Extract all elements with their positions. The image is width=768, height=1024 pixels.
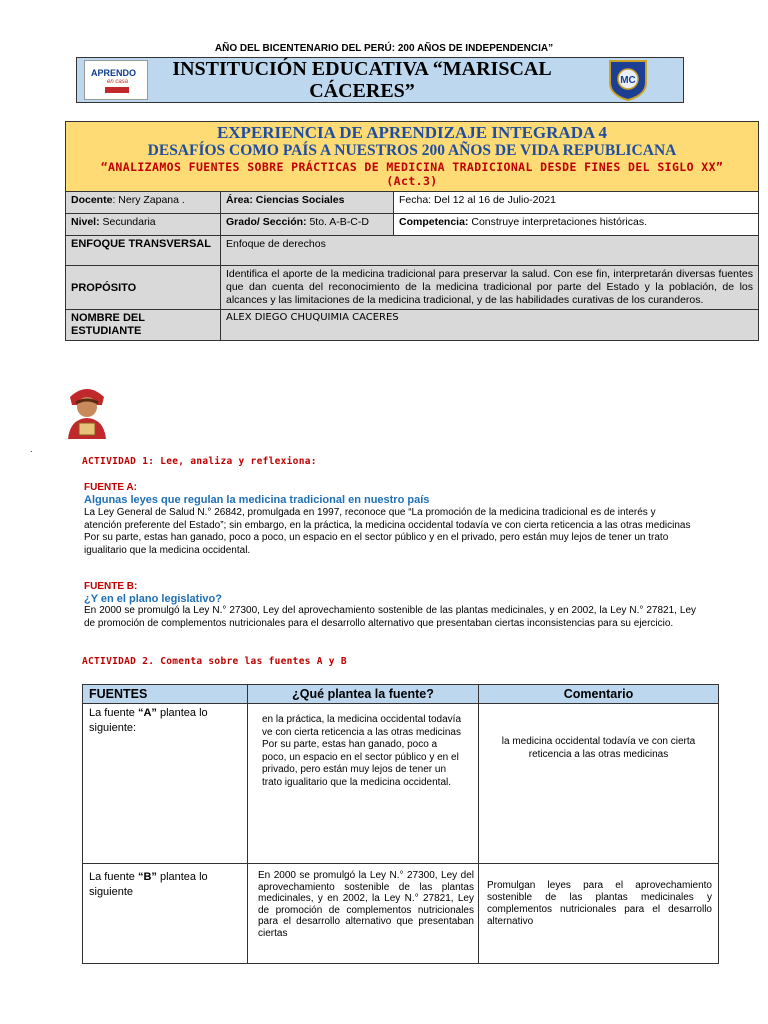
aprendo-en-casa-logo xyxy=(84,60,148,100)
row-a-comentario[interactable]: la medicina occidental todavía ve con cierta reticencia a las otras medicinas xyxy=(479,704,719,864)
proposito-value: Identifica el aporte de la medicina tradicional para preservar la salud. Con ese fin, interpretarán diversas fuentes que dan cuenta del reconocimiento de la medicina tradicional por parte del Estado y la población, de los alcances y las limitaciones de la medicina tradicional, y de las habilidades curativas de los curanderos. xyxy=(221,266,759,310)
logo-flag xyxy=(105,87,129,93)
student-avatar-icon xyxy=(62,383,112,440)
experience-subtitle: DESAFÍOS COMO PAÍS A NUESTROS 200 AÑOS DE VIDA REPUBLICANA xyxy=(147,142,677,159)
enfoque-value: Enfoque de derechos xyxy=(221,236,759,266)
nivel-label: Nivel: xyxy=(71,216,100,228)
nivel-cell xyxy=(66,214,221,236)
fuente-b-subtitle: ¿Y en el plano legislativo? xyxy=(84,593,222,605)
sources-comment-table xyxy=(82,684,719,964)
row-a-plantea[interactable]: en la práctica, la medicina occidental todavía ve con cierta reticencia a las otras medicinas Por su parte, estas han ganado, poco a poco, un espacio en el sector público y en el privado, pero están muy lejos de tener un trato igualitario que la medicina occidental. xyxy=(248,704,479,864)
docente-cell xyxy=(66,192,221,214)
crest-letters: MC xyxy=(620,75,636,86)
header-comentario: Comentario xyxy=(479,685,719,704)
estudiante-label: NOMBRE DEL ESTUDIANTE xyxy=(66,310,221,341)
row-b-plantea[interactable]: En 2000 se promulgó la Ley N.° 27300, Ley del aprovechamiento sostenible de las plantas medicinales, y en 2002, la Ley N.° 27821, Ley de promoción de complementos nutricionales para el desarrollo alternativo que presentaban ciertas xyxy=(248,864,479,964)
row-b-post: plantea lo siguiente xyxy=(89,871,208,898)
fuente-a-paragraph1: La Ley General de Salud N.° 26842, promulgada en 1997, reconoce que “La promoción de la medicina tradicional es de interés y atención preferente del Estado”; sin embargo, en la práctica, la medicina occidental todavía ve con cierta reticencia a las otras medicinas xyxy=(84,507,691,531)
competencia-label: Competencia: xyxy=(399,216,469,228)
competencia-cell xyxy=(394,214,759,236)
fecha-value: Fecha: Del 12 al 16 de Julio-2021 xyxy=(399,194,557,206)
activity-theme: “ANALIZAMOS FUENTES SOBRE PRÁCTICAS DE MEDICINA TRADICIONAL DESDE FINES DEL SIGLO XX” xyxy=(100,160,724,174)
activity2-title: ACTIVIDAD 2. Comenta sobre las fuentes A y B xyxy=(82,656,347,667)
logo-text-line1: APRENDO xyxy=(91,68,137,78)
estudiante-name: ALEX DIEGO CHUQUIMIA CACERES xyxy=(221,310,759,341)
fuente-a-paragraph2: Por su parte, estas han ganado, poco a poco, un espacio en el sector público y en el privado, pero están muy lejos de tener un trato igualitario que la medicina occidental. xyxy=(84,532,669,556)
header-plantea: ¿Qué plantea la fuente? xyxy=(248,685,479,704)
grado-value: 5to. A-B-C-D xyxy=(309,216,369,228)
row-a-letter: “A” xyxy=(137,707,157,719)
activity-info-table xyxy=(65,121,759,341)
proposito-label: PROPÓSITO xyxy=(66,266,221,310)
area-cell xyxy=(221,192,394,214)
row-a-pre: La fuente xyxy=(89,707,138,719)
fuente-a-label: FUENTE A: xyxy=(84,482,137,493)
docente-label: Docente xyxy=(71,194,113,206)
logo-text-line2: en casa xyxy=(107,79,129,85)
fuente-b-label: FUENTE B: xyxy=(84,581,138,592)
row-a-fuente xyxy=(83,704,248,864)
area-label: Área: Ciencias Sociales xyxy=(226,194,345,206)
fuente-a-subtitle: Algunas leyes que regulan la medicina tradicional en nuestro país xyxy=(84,494,430,506)
institution-title: INSTITUCIÓN EDUCATIVA “MARISCAL CÁCERES” xyxy=(172,58,552,102)
row-b-fuente xyxy=(83,864,248,964)
fuente-b-paragraph: En 2000 se promulgó la Ley N.° 27300, Ley del aprovechamiento sostenible de las plantas medicinales, y en 2002, la Ley N.° 27821, Ley de promoción de complementos nutricionales para el desarrollo alternativo que presentaban ciertas inconsistencias para su ejercicio. xyxy=(84,605,696,629)
docente-value: : Nery Zapana . xyxy=(112,194,185,206)
nivel-value: Secundaria xyxy=(99,216,156,228)
grado-cell xyxy=(221,214,394,236)
row-b-letter: “B” xyxy=(137,871,157,883)
stray-dot: . xyxy=(30,444,33,454)
fuente-a-text xyxy=(84,507,696,557)
experience-title: EXPERIENCIA DE APRENDIZAJE INTEGRADA 4 xyxy=(216,123,608,142)
row-a-post: plantea lo siguiente: xyxy=(89,707,208,734)
activity1-title: ACTIVIDAD 1: Lee, analiza y reflexiona: xyxy=(82,456,317,467)
enfoque-label: ENFOQUE TRANSVERSAL xyxy=(66,236,221,266)
activity-number: (Act.3) xyxy=(386,174,438,188)
fecha-cell xyxy=(394,192,759,214)
school-crest-icon xyxy=(606,59,650,101)
header-fuentes: FUENTES xyxy=(83,685,248,704)
experience-title-cell xyxy=(66,122,759,192)
year-motto: AÑO DEL BICENTENARIO DEL PERÚ: 200 AÑOS DE INDEPENDENCIA” xyxy=(214,43,554,54)
row-b-pre: La fuente xyxy=(89,871,138,883)
competencia-value: Construye interpretaciones históricas. xyxy=(468,216,648,228)
row-b-comentario[interactable]: Promulgan leyes para el aprovechamiento sostenible de las plantas medicinales y complementos nutricionales para el desarrollo alternativo xyxy=(479,864,719,964)
grado-label: Grado/ Sección: xyxy=(226,216,307,228)
